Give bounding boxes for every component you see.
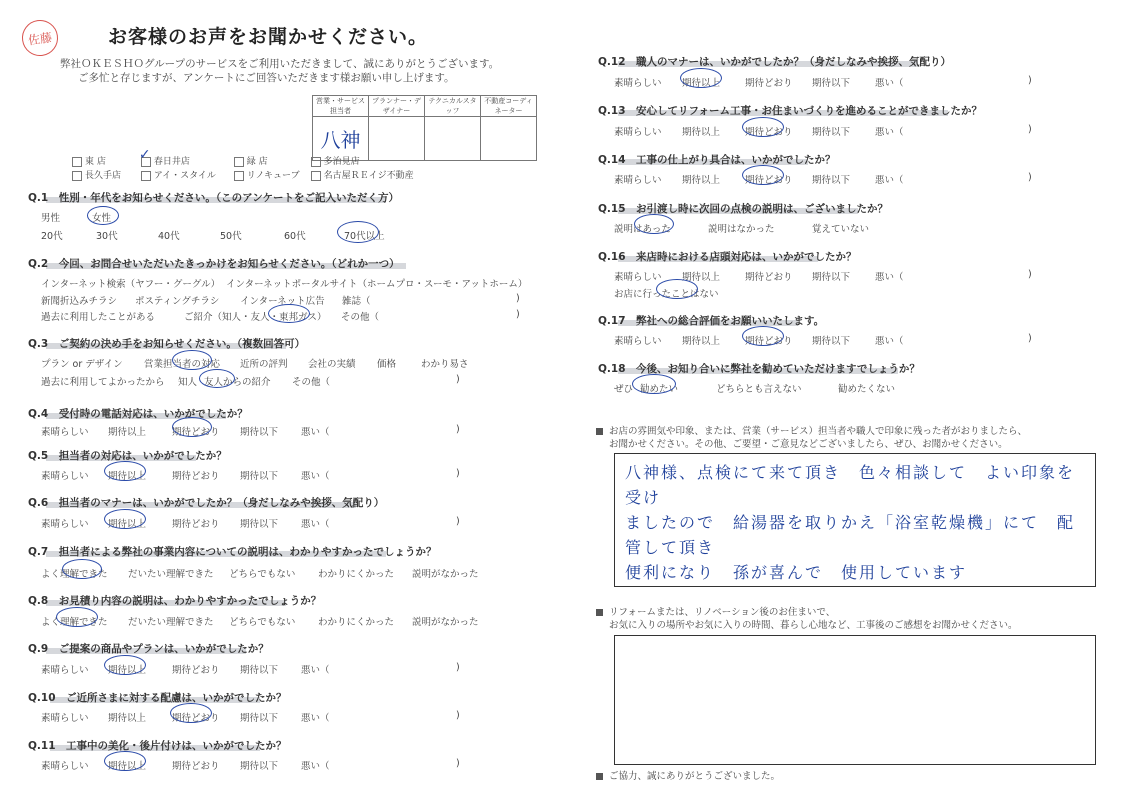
q12-answer-circle: [680, 68, 722, 88]
bullet-square-icon: [596, 428, 603, 435]
rating-bad[interactable]: 悪い（: [875, 175, 904, 186]
q16-label: Q.16 来店時における店頭対応は、いかがでしたか？: [598, 251, 857, 263]
rating-below[interactable]: 期待以下: [812, 78, 851, 89]
staff-sales-name: 八神: [320, 128, 361, 152]
rating-excellent[interactable]: 素晴らしい: [41, 427, 89, 438]
q18-answer-circle: [632, 374, 679, 395]
store-checkbox[interactable]: [234, 171, 244, 181]
q10-answer-circle: [170, 703, 212, 723]
q16-answer-circle: [656, 279, 698, 299]
store-checkbox[interactable]: [72, 157, 82, 167]
staff-header-sales: 営業・サービス担当者: [313, 96, 369, 117]
staff-table: [312, 95, 537, 161]
q7-answer-circle: [62, 559, 102, 579]
rating-above[interactable]: 期待以上: [108, 427, 147, 438]
rating-below[interactable]: 期待以下: [812, 336, 851, 347]
comment1-line-3: 便利になり 孫が喜んで 使用しています: [625, 563, 968, 582]
q7-opt-3[interactable]: どちらでもない: [229, 569, 296, 580]
q3-opt-reputation[interactable]: 近所の評判: [240, 359, 288, 370]
q1-female[interactable]: 女性: [92, 213, 112, 224]
q2-opt-search[interactable]: インターネット検索（ヤフー・グーグル）: [41, 279, 221, 290]
q1-age-circle: [337, 221, 379, 243]
q9-label: Q.9 ご提案の商品やプランは、いかがでしたか？: [28, 643, 269, 655]
bullet-square-icon: [596, 609, 603, 616]
rating-excellent[interactable]: 素晴らしい: [41, 761, 89, 772]
q10-label: Q.10 ご近所さまに対する配慮は、いかがでしたか？: [28, 692, 287, 704]
rating-below[interactable]: 期待以下: [240, 519, 279, 530]
rating-below[interactable]: 期待以下: [240, 761, 279, 772]
close-paren: ): [516, 309, 520, 320]
rating-above[interactable]: 期待以上: [108, 713, 147, 724]
check-mark-icon: ✓: [138, 147, 151, 163]
q9-answer-circle: [104, 655, 146, 675]
close-paren: ): [1028, 172, 1032, 183]
footer-thanks: ご協力、誠にありがとうございました。: [596, 770, 780, 783]
q17-label: Q.17 弊社への総合評価をお願いいたします。: [598, 315, 825, 327]
store-row-2: 長久手店 アイ・スタイル リノキューブ 名古屋ＲＥイジ不動産: [72, 168, 414, 181]
close-paren: ): [456, 374, 460, 385]
rating-bad[interactable]: 悪い（: [875, 78, 904, 89]
q7-opt-5[interactable]: 説明がなかった: [412, 569, 479, 580]
q3-label: Q.3 ご契約の決め手をお知らせください。（複数回答可）: [28, 338, 306, 350]
staff-planner-cell[interactable]: [369, 117, 425, 161]
q11-answer-circle: [104, 751, 146, 771]
q1-male[interactable]: 男性: [41, 213, 61, 224]
close-paren: ): [1028, 75, 1032, 86]
store-checkbox[interactable]: [141, 171, 151, 181]
rating-below[interactable]: 期待以下: [240, 713, 279, 724]
rating-above[interactable]: 期待以上: [682, 272, 721, 283]
q3-opt-price[interactable]: 価格: [377, 359, 397, 370]
staff-header-technical: テクニカルスタッフ: [425, 96, 481, 117]
rating-below[interactable]: 期待以下: [240, 665, 279, 676]
q3-opt-plan[interactable]: プラン or デザイン: [41, 359, 123, 370]
q15-opt-forgot[interactable]: 覚えていない: [812, 224, 870, 235]
rating-below[interactable]: 期待以下: [240, 427, 279, 438]
rating-above[interactable]: 期待以上: [108, 471, 147, 482]
rating-expected[interactable]: 期待どおり: [745, 78, 793, 89]
q8-opt-1[interactable]: よく理解できた: [41, 617, 108, 628]
q2-opt-magazine[interactable]: 雑誌（: [342, 296, 371, 307]
q3-opt-past[interactable]: 過去に利用してよかったから: [41, 377, 165, 388]
q1-age-30[interactable]: 30代: [96, 231, 118, 242]
rating-below[interactable]: 期待以下: [240, 471, 279, 482]
q7-opt-1[interactable]: よく理解できた: [41, 569, 108, 580]
store-checkbox[interactable]: [311, 157, 321, 167]
q3-opt-other[interactable]: その他（: [292, 377, 331, 388]
rating-bad[interactable]: 悪い（: [301, 665, 330, 676]
q18-opt-definitely[interactable]: ぜひ: [614, 384, 634, 395]
close-paren: ): [1028, 269, 1032, 280]
close-paren: ): [1028, 333, 1032, 344]
rating-excellent[interactable]: 素晴らしい: [614, 336, 662, 347]
rating-expected[interactable]: 期待どおり: [172, 713, 220, 724]
rating-expected[interactable]: 期待どおり: [745, 336, 793, 347]
rating-bad[interactable]: 悪い（: [301, 519, 330, 530]
q5-answer-circle: [104, 461, 146, 481]
rating-above[interactable]: 期待以上: [108, 761, 147, 772]
q8-opt-4[interactable]: わかりにくかった: [318, 617, 395, 628]
comment1-box[interactable]: [614, 453, 1096, 587]
rating-bad[interactable]: 悪い（: [301, 471, 330, 482]
q3-opt-acquaint[interactable]: 知人: [178, 377, 198, 388]
q3-opt-clarity[interactable]: わかり易さ: [421, 359, 469, 370]
signature-stamp: 佐藤: [20, 18, 61, 59]
rating-above[interactable]: 期待以上: [682, 336, 721, 347]
staff-header-planner: プランナー・デザイナー: [369, 96, 425, 117]
rating-excellent[interactable]: 素晴らしい: [614, 272, 662, 283]
rating-excellent[interactable]: 素晴らしい: [614, 78, 662, 89]
rating-excellent[interactable]: 素晴らしい: [41, 713, 89, 724]
q4-answer-circle: [172, 417, 212, 437]
q1-age-60[interactable]: 60代: [284, 231, 306, 242]
close-paren: ): [456, 710, 460, 721]
rating-expected[interactable]: 期待どおり: [745, 272, 793, 283]
q8-opt-2[interactable]: だいたい理解できた: [128, 617, 214, 628]
q8-opt-3[interactable]: どちらでもない: [229, 617, 296, 628]
rating-above[interactable]: 期待以上: [682, 175, 721, 186]
staff-header-realestate: 不動産コーディネーター: [481, 96, 537, 117]
q18-opt-neutral[interactable]: どちらとも言えない: [716, 384, 802, 395]
q15-opt-no[interactable]: 説明はなかった: [708, 224, 775, 235]
q3-opt-track[interactable]: 会社の実績: [308, 359, 356, 370]
q13-label: Q.13 安心してリフォーム工事・お住まいづくりを進めることができましたか？: [598, 105, 983, 117]
q11-label: Q.11 工事中の美化・後片付けは、いかがでしたか？: [28, 740, 287, 752]
rating-bad[interactable]: 悪い（: [875, 336, 904, 347]
rating-expected[interactable]: 期待どおり: [172, 761, 220, 772]
close-paren: ): [1028, 124, 1032, 135]
close-paren: ): [456, 516, 460, 527]
q15-answer-circle: [634, 214, 674, 234]
q1-label: Q.1 性別・年代をお知らせください。（このアンケートをご記入いただく方）: [28, 192, 400, 204]
rating-above[interactable]: 期待以上: [682, 78, 721, 89]
rating-below[interactable]: 期待以下: [812, 272, 851, 283]
q4-label: Q.4 受付時の電話対応は、いかがでしたか？: [28, 408, 248, 420]
q18-label: Q.18 今後、お知り合いに弊社を勧めていただけますでしょうか？: [598, 363, 920, 375]
close-paren: ): [456, 662, 460, 673]
rating-above[interactable]: 期待以上: [108, 665, 147, 676]
q1-age-50[interactable]: 50代: [220, 231, 242, 242]
intro-line-1: 弊社ＯＫＥＳＨＯグループのサービスをご利用いただきまして、誠にありがとうございます。: [60, 58, 500, 70]
q7-opt-4[interactable]: わかりにくかった: [318, 569, 395, 580]
q1-female-circle: [87, 206, 119, 225]
rating-bad[interactable]: 悪い（: [301, 427, 330, 438]
store-row-1: 東 店 ✓ 春日井店 緑 店 多治見店: [72, 154, 360, 167]
page-title: お客様のお声をお聞かせください。: [108, 26, 429, 48]
rating-bad[interactable]: 悪い（: [875, 272, 904, 283]
intro-line-2: ご多忙と存じますが、アンケートにご回答いただきます様お願い申し上げます。: [78, 72, 455, 84]
q5-label: Q.5 担当者の対応は、いかがでしたか？: [28, 450, 227, 462]
rating-excellent[interactable]: 素晴らしい: [41, 471, 89, 482]
rating-excellent[interactable]: 素晴らしい: [614, 175, 662, 186]
q8-label: Q.8 お見積り内容の説明は、わかりやすかったでしょうか？: [28, 595, 322, 607]
q15-opt-yes[interactable]: 説明はあった: [614, 224, 671, 235]
q1-age-20[interactable]: 20代: [41, 231, 63, 242]
q16-opt-never-visited[interactable]: お店に行ったことはない: [614, 289, 719, 300]
close-paren: ): [456, 424, 460, 435]
q18-opt-not[interactable]: 勧めたくない: [838, 384, 896, 395]
rating-expected[interactable]: 期待どおり: [745, 127, 793, 138]
rating-expected[interactable]: 期待どおり: [172, 665, 220, 676]
comment1-line-2: ましたので 給湯器を取りかえ「浴室乾燥機」にて 配管して頂き: [625, 513, 1076, 557]
staff-realestate-cell[interactable]: [481, 117, 537, 161]
q2-opt-referral[interactable]: ご紹介（知人・友人・東邦ガス）: [184, 312, 327, 323]
q2-opt-posting[interactable]: ポスティングチラシ: [135, 296, 220, 307]
store-checkbox[interactable]: [234, 157, 244, 167]
q17-answer-circle: [742, 326, 784, 346]
rating-expected[interactable]: 期待どおり: [172, 427, 220, 438]
q13-answer-circle: [742, 117, 784, 137]
comment1-handwriting: [615, 454, 1095, 591]
rating-expected[interactable]: 期待どおり: [745, 175, 793, 186]
q2-referral-circle: [268, 304, 310, 323]
close-paren: ): [516, 293, 520, 304]
q15-label: Q.15 お引渡し時に次回の点検の説明は、ございましたか？: [598, 203, 889, 215]
q2-label: Q.2 今回、お問合せいただいたきっかけをお知らせください。（どれか一つ）: [28, 258, 400, 270]
close-paren: ): [456, 758, 460, 769]
q2-opt-ad[interactable]: インターネット広告: [240, 296, 325, 307]
q6-label: Q.6 担当者のマナーは、いかがでしたか？（身だしなみや挨拶、気配り）: [28, 497, 385, 509]
rating-above[interactable]: 期待以上: [682, 127, 721, 138]
q2-opt-past[interactable]: 過去に利用したことがある: [41, 312, 156, 323]
store-checkbox[interactable]: [72, 171, 82, 181]
rating-bad[interactable]: 悪い（: [875, 127, 904, 138]
comment1-heading: お店の雰囲気や印象、または、営業（サービス）担当者や職人で印象に残った者がおりましたら、 お聞かせください。その他、ご要望・ご意見などございましたら、ぜひ、お聞かせください。: [596, 425, 1027, 451]
q7-label: Q.7 担当者による弊社の事業内容についての説明は、わかりやすかったでしょうか？: [28, 546, 437, 558]
rating-below[interactable]: 期待以下: [812, 127, 851, 138]
rating-bad[interactable]: 悪い（: [301, 713, 330, 724]
q3-sales-circle: [172, 350, 212, 370]
q18-opt-recommend[interactable]: 勧めたい: [640, 384, 679, 395]
q3-opt-sales[interactable]: 営業担当者の対応: [144, 359, 221, 370]
rating-bad[interactable]: 悪い（: [301, 761, 330, 772]
q2-opt-other[interactable]: その他（: [341, 312, 380, 323]
q8-answer-circle: [56, 607, 98, 627]
q8-opt-5[interactable]: 説明がなかった: [412, 617, 479, 628]
q3-friend-circle: [199, 369, 235, 388]
q1-age-40[interactable]: 40代: [158, 231, 180, 242]
bullet-square-icon: [596, 773, 603, 780]
q14-answer-circle: [742, 165, 784, 185]
q2-opt-portal[interactable]: インターネットポータルサイト（ホームプロ・スーモ・アットホーム）: [226, 279, 528, 290]
rating-expected[interactable]: 期待どおり: [172, 471, 220, 482]
rating-excellent[interactable]: 素晴らしい: [41, 665, 89, 676]
rating-expected[interactable]: 期待どおり: [172, 519, 220, 530]
comment2-heading: リフォームまたは、リノベーション後のお住まいで、 お気に入りの場所やお気に入りの時間、暮らし心地など、工事後のご感想をお聞かせください。: [596, 606, 1018, 632]
q3-opt-friend[interactable]: 友人からの紹介: [204, 377, 271, 388]
comment1-line-1: 八神様、点検にて来て頂き 色々相談して よい印象を受け: [625, 463, 1076, 507]
rating-above[interactable]: 期待以上: [108, 519, 147, 530]
comment2-box[interactable]: [614, 635, 1096, 765]
rating-excellent[interactable]: 素晴らしい: [41, 519, 89, 530]
store-checkbox[interactable]: [311, 171, 321, 181]
close-paren: ): [456, 468, 460, 479]
rating-excellent[interactable]: 素晴らしい: [614, 127, 662, 138]
q12-label: Q.12 職人のマナーは、いかがでしたか？（身だしなみや挨拶、気配り）: [598, 56, 952, 68]
q6-answer-circle: [104, 509, 146, 529]
staff-technical-cell[interactable]: [425, 117, 481, 161]
rating-below[interactable]: 期待以下: [812, 175, 851, 186]
q7-opt-2[interactable]: だいたい理解できた: [128, 569, 214, 580]
q1-age-70plus[interactable]: 70代以上: [344, 231, 385, 242]
q14-label: Q.14 工事の仕上がり具合は、いかがでしたか？: [598, 154, 836, 166]
q2-opt-newspaper[interactable]: 新聞折込みチラシ: [41, 296, 118, 307]
